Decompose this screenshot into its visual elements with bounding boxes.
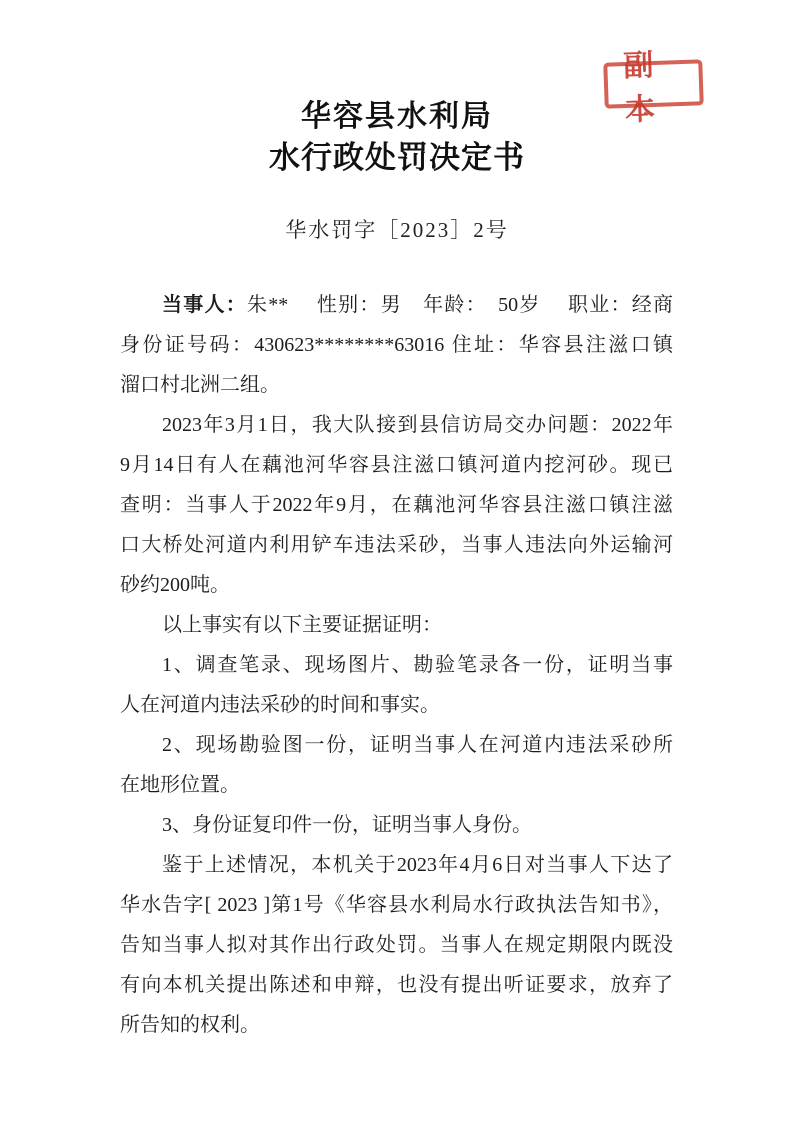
body-line: 砂约200吨。 bbox=[120, 574, 230, 596]
body-line: 2023年3月1日，我大队接到县信访局交办问题：2022年 bbox=[162, 414, 673, 436]
duplicate-stamp-text: 副本 bbox=[622, 48, 672, 128]
body-line: 所告知的权利。 bbox=[120, 1014, 260, 1036]
body-line: 以上事实有以下主要证据证明： bbox=[162, 614, 442, 636]
body-line: 人在河道内违法采砂的时间和事实。 bbox=[120, 694, 440, 716]
document-number: 华水罚字［2023］2号 bbox=[285, 218, 509, 242]
document-type-title: 水行政处罚决定书 bbox=[269, 140, 525, 175]
body-line: 在地形位置。 bbox=[120, 774, 240, 796]
body-line: 3、身份证复印件一份，证明当事人身份。 bbox=[162, 814, 532, 836]
body-line: 1、调查笔录、现场图片、勘验笔录各一份，证明当事 bbox=[162, 654, 673, 676]
body-line: 身份证号码：430623********63016 住址：华容县注滋口镇 bbox=[120, 334, 673, 356]
body-line: 查明：当事人于2022年9月，在藕池河华容县注滋口镇注滋 bbox=[120, 494, 673, 516]
document-body bbox=[120, 285, 673, 1045]
body-line: 告知当事人拟对其作出行政处罚。当事人在规定期限内既没 bbox=[120, 934, 673, 956]
body-line: 口大桥处河道内利用铲车违法采砂，当事人违法向外运输河 bbox=[120, 534, 673, 556]
party-label: 当事人： bbox=[162, 294, 247, 316]
party-info: 朱** 性别：男 年龄： 50岁 职业：经商 bbox=[246, 294, 673, 316]
issuing-authority-title: 华容县水利局 bbox=[301, 100, 493, 133]
body-line-party bbox=[120, 285, 673, 325]
body-line: 9月14日有人在藕池河华容县注滋口镇河道内挖河砂。现已 bbox=[120, 454, 673, 476]
body-line: 有向本机关提出陈述和申辩，也没有提出听证要求，放弃了 bbox=[120, 974, 673, 996]
body-line: 华水告字[ 2023 ]第1号《华容县水利局水行政执法告知书》， bbox=[120, 894, 673, 916]
body-line: 溜口村北洲二组。 bbox=[120, 374, 280, 396]
title-block bbox=[0, 99, 794, 181]
body-line: 2、现场勘验图一份，证明当事人在河道内违法采砂所 bbox=[162, 734, 673, 756]
body-line: 鉴于上述情况，本机关于2023年4月6日对当事人下达了 bbox=[162, 854, 673, 876]
